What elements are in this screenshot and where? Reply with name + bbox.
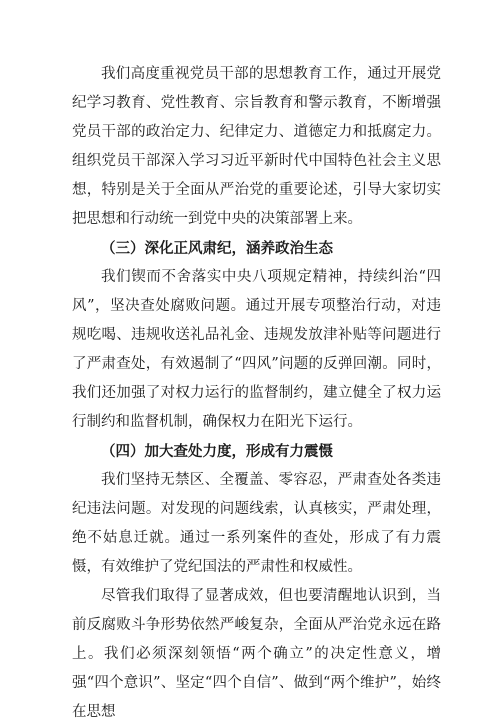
- paragraph-education: 我们高度重视党员干部的思想教育工作，通过开展党纪学习教育、党性教育、宗旨教育和警示教育，不断增强党员干部的政治定力、纪律定力、道德定力和抵腐定力。组织党员干部深入学习习近平新时代中国特色社会主义思想，特别是关于全面从严治党的重要论述，引导大家切实把思想和行动统一到党中央的决策部署上来。: [72, 66, 441, 227]
- paragraph-four-winds: 我们锲而不舍落实中央八项规定精神，持续纠治“四风”，坚决查处腐败问题。通过开展专项整治行动，对违规吃喝、违规收送礼品礼金、违规发放津补贴等问题进行了严肃查处，有效遏制了“四风”问题的反弹回潮。同时，我们还加强了对权力运行的监督制约，建立健全了权力运行制约和监督机制，确保权力在阳光下运行。: [72, 269, 441, 430]
- section-heading-4: （四）加大查处力度，形成有力震慑: [101, 443, 333, 460]
- paragraph-investigation: 我们坚持无禁区、全覆盖、零容忍，严肃查处各类违纪违法问题。对发现的问题线索，认真核实，严肃处理，绝不姑息迁就。通过一系列案件的查处，形成了有力震慑，有效维护了党纪国法的严肃性和权威性。: [72, 472, 441, 575]
- document-body: [72, 60, 441, 727]
- section-heading-3: （三）深化正风肃纪，涵养政治生态: [101, 240, 333, 257]
- paragraph-conclusion: 尽管我们取得了显著成效，但也要清醒地认识到，当前反腐败斗争形势依然严峻复杂，全面从严治党永远在路上。我们必须深刻领悟“两个确立”的决定性意义，增强“四个意识”、坚定“四个自信”、做到“两个维护”，始终在思想: [72, 588, 441, 720]
